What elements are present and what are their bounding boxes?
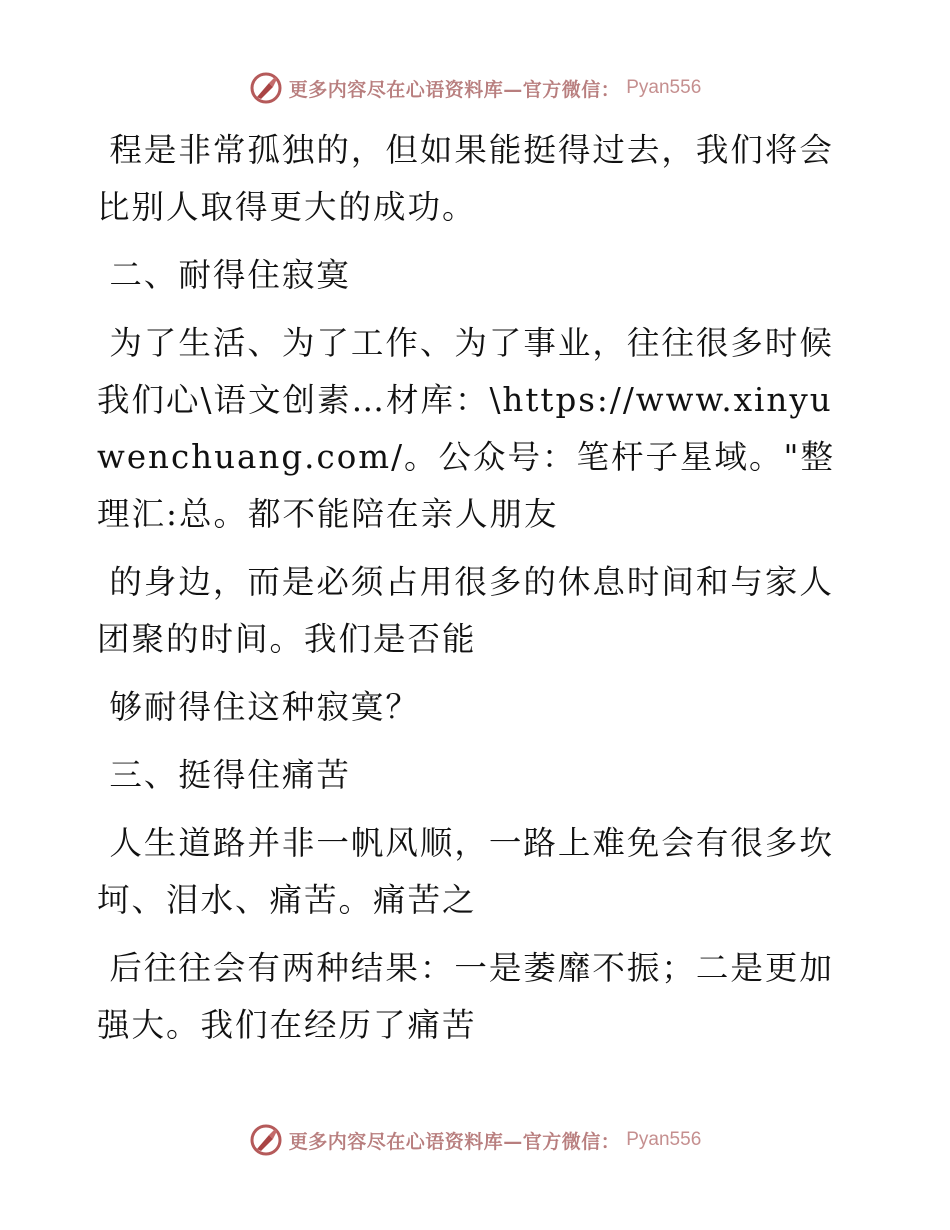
document-body xyxy=(97,122,837,1065)
paragraph: 的身边，而是必须占用很多的休息时间和与家人团聚的时间。我们是否能 xyxy=(97,563,834,658)
paragraph: 后往往会有两种结果：一是萎靡不振；二是更加强大。我们在经历了痛苦 xyxy=(97,949,834,1044)
watermark-wechat-id: Pyan556 xyxy=(626,77,702,98)
header-watermark xyxy=(0,68,950,108)
section-heading-2: 二、耐得住寂寞 xyxy=(97,256,351,294)
paragraph: 为了生活、为了工作、为了事业，往往很多时候我们心\语文创素…材库：\https://www.xinyuwenchuang.com/。公众号：笔杆子星域。"整理汇:总。都不能陪在亲人朋友 xyxy=(97,324,835,533)
watermark-wechat-id: Pyan556 xyxy=(626,1129,702,1150)
footer-watermark xyxy=(0,1120,950,1160)
section-heading-3: 三、挺得住痛苦 xyxy=(97,756,351,794)
watermark-text: 更多内容尽在心语资料库—官方微信： xyxy=(288,1130,621,1153)
paragraph: 人生道路并非一帆风顺，一路上难免会有很多坎坷、泪水、痛苦。痛苦之 xyxy=(97,824,834,919)
paragraph: 程是非常孤独的，但如果能挺得过去，我们将会比别人取得更大的成功。 xyxy=(97,131,834,226)
pen-logo-icon xyxy=(249,71,283,105)
pen-logo-icon xyxy=(249,1123,283,1157)
watermark-text: 更多内容尽在心语资料库—官方微信： xyxy=(288,78,621,101)
paragraph: 够耐得住这种寂寞？ xyxy=(97,688,420,726)
